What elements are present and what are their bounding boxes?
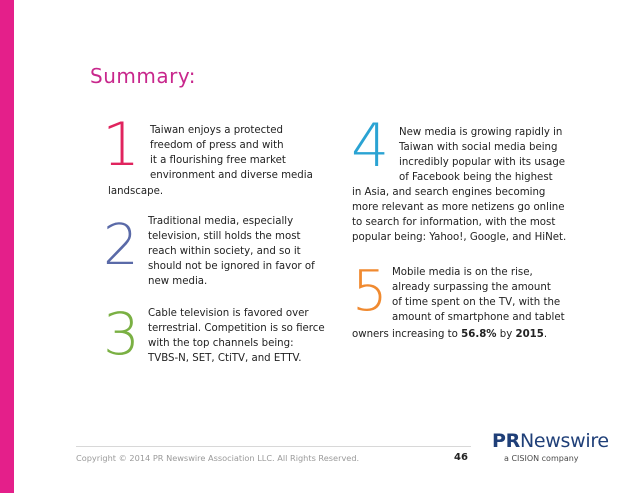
item-4-line: of Facebook being the highest (399, 172, 553, 183)
item-1-line: Taiwan enjoys a protected (150, 125, 283, 136)
item-text-3 (148, 306, 325, 366)
item-5-percent: 56.8% (461, 329, 497, 340)
item-number-2: 2 (103, 213, 139, 278)
item-text-1-tail (108, 184, 163, 199)
item-3-line: terrestrial. Competition is so fierce (148, 323, 325, 334)
item-5-text: by (496, 329, 516, 340)
item-3-line: TVBS-N, SET, CtiTV, and ETTV. (148, 353, 302, 364)
item-text-4 (399, 125, 565, 185)
item-text-1 (150, 123, 313, 183)
item-1-line: environment and diverse media (150, 170, 313, 181)
item-4-line: to search for information, with the most (352, 217, 556, 228)
item-4-line: popular being: Yahoo!, Google, and HiNet. (352, 232, 567, 243)
logo-wordmark (492, 430, 609, 452)
item-5-text: . (543, 329, 548, 340)
item-1-line: landscape. (108, 186, 164, 197)
accent-bar (0, 0, 14, 493)
item-number-3: 3 (103, 300, 140, 368)
item-2-line: television, still holds the most (148, 231, 301, 242)
item-4-line: in Asia, and search engines becoming (352, 187, 546, 198)
item-1-line: it a flourishing free market (150, 155, 286, 166)
pr-newswire-logo (492, 430, 612, 470)
item-5-line: Mobile media is on the rise, (392, 267, 533, 278)
logo-newswire: Newswire (519, 430, 609, 452)
item-4-line: New media is growing rapidly in (399, 127, 563, 138)
item-number-4: 4 (351, 111, 390, 181)
item-5-text: owners increasing to (352, 329, 462, 340)
item-2-line: Traditional media, especially (148, 216, 294, 227)
item-4-line: incredibly popular with its usage (399, 157, 566, 168)
page-title: Summary: (90, 64, 196, 88)
item-4-line: Taiwan with social media being (399, 142, 558, 153)
logo-subtitle: a CISION company (504, 454, 579, 463)
item-text-4-tail (352, 185, 566, 245)
item-5-line: already surpassing the amount (392, 282, 551, 293)
item-4-line: more relevant as more netizens go online (352, 202, 565, 213)
footer-divider (76, 446, 471, 447)
item-2-line: should not be ignored in favor of (148, 261, 315, 272)
item-1-line: freedom of press and with (150, 140, 284, 151)
item-5-line: amount of smartphone and tablet (392, 312, 565, 323)
item-3-line: with the top channels being: (148, 338, 294, 349)
item-2-line: reach within society, and so it (148, 246, 301, 257)
item-5-year: 2015 (515, 329, 544, 340)
item-text-5 (392, 265, 565, 325)
item-3-line: Cable television is favored over (148, 308, 309, 319)
item-text-5-tail (352, 327, 547, 342)
page-number: 46 (454, 452, 468, 463)
item-number-5: 5 (352, 259, 388, 324)
item-5-line: of time spent on the TV, with the (392, 297, 561, 308)
copyright-text: Copyright © 2014 PR Newswire Association LLC. All Rights Reserved. (76, 453, 360, 463)
item-number-1: 1 (102, 110, 141, 180)
logo-pr: PR (492, 430, 520, 452)
item-text-2 (148, 214, 315, 289)
item-5-last-line (352, 327, 547, 342)
item-2-line: new media. (148, 276, 208, 287)
